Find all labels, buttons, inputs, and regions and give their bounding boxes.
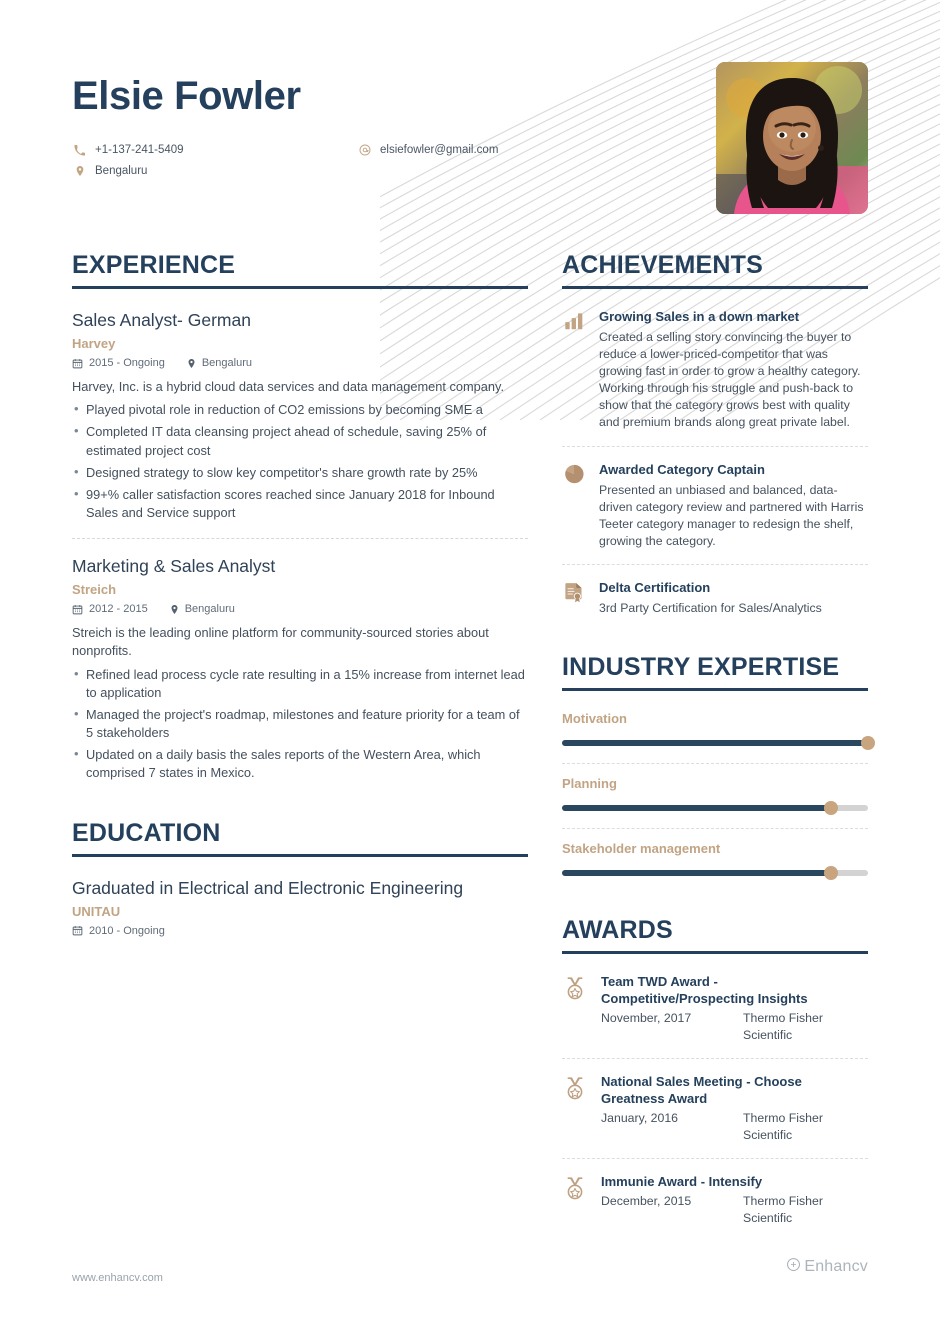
pie-chart-icon (562, 462, 586, 484)
skill-label: Planning (562, 776, 617, 792)
skill-label: Stakeholder management (562, 841, 721, 857)
job-summary: Streich is the leading online platform for community-sourced stories about nonprofits. (72, 625, 489, 659)
location-pin-icon (170, 604, 179, 615)
list-item: • Played pivotal role in reduction of CO2 emissions by becoming SME a (72, 401, 528, 419)
medal-icon (562, 974, 588, 1001)
contact-email[interactable] (357, 144, 522, 156)
award-meta (601, 1110, 868, 1143)
award-meta (601, 1193, 868, 1226)
education-entry (72, 877, 528, 937)
achievements-heading: ACHIEVEMENTS (562, 251, 764, 279)
header-identity (72, 62, 522, 186)
skill-slider[interactable] (562, 801, 868, 815)
avatar (716, 62, 868, 214)
school-name: UNITAU (72, 903, 121, 919)
email-icon (357, 144, 372, 156)
slider-fill (562, 870, 831, 876)
calendar-icon (72, 358, 83, 369)
job-dates (72, 603, 148, 615)
degree-title: Graduated in Electrical and Electronic Engineering (72, 877, 464, 898)
skill-slider[interactable] (562, 736, 868, 750)
contact-phone[interactable] (72, 144, 357, 156)
location-pin-icon (187, 358, 196, 369)
achievement-title: Growing Sales in a down market (599, 309, 800, 324)
calendar-icon (72, 925, 83, 936)
contact-location-value: Bengaluru (95, 165, 148, 177)
skill-divider (562, 828, 868, 829)
education-dates-value: 2010 - Ongoing (89, 924, 165, 937)
job-bullets (72, 666, 528, 783)
achievement-divider (562, 446, 868, 447)
award-divider (562, 1058, 868, 1059)
award-item (562, 974, 868, 1043)
award-title: Immunie Award - Intensify (601, 1174, 763, 1190)
heading-rule (562, 688, 868, 691)
slider-thumb[interactable] (861, 736, 875, 750)
award-issuer: Thermo Fisher Scientific (743, 1111, 823, 1142)
award-item (562, 1174, 868, 1226)
list-item: • Updated on a daily basis the sales reports of the Western Area, which comprised 7 states in Mexico. (72, 746, 528, 782)
skill-item (562, 711, 868, 750)
award-date: December, 2015 (601, 1194, 692, 1209)
list-item: • Managed the project's roadmap, milestones and feature priority for a team of 5 stakeholders (72, 706, 528, 742)
award-title: National Sales Meeting - Choose Greatness Award (601, 1074, 802, 1107)
job-company: Streich (72, 582, 117, 598)
bar-chart-icon (562, 309, 586, 330)
medal-icon (562, 1174, 588, 1201)
contact-email-value: elsiefowler@gmail.com (380, 144, 499, 156)
experience-heading: EXPERIENCE (72, 251, 236, 279)
enhancv-watermark (786, 1257, 868, 1277)
skill-item (562, 776, 868, 815)
achievement-description: Created a selling story convincing the buyer to reduce a lower-priced-competitor that was growing fast in order to grow a healthy category. Working through his struggle and push-back to show that the category grows best with quality and premium brands along great private label. (599, 329, 861, 429)
achievement-title: Awarded Category Captain (599, 461, 765, 477)
job-dates-value: 2012 - 2015 (89, 603, 148, 616)
certificate-icon (562, 580, 586, 603)
right-column (562, 249, 868, 1260)
job-company: Harvey (72, 336, 116, 352)
contact-location[interactable] (72, 165, 357, 177)
skill-item (562, 841, 868, 880)
heading-rule (562, 286, 868, 289)
achievement-divider (562, 564, 868, 565)
awards-section (562, 914, 868, 1226)
list-item: • Completed IT data cleansing project ahead of schedule, saving 25% of estimated project cost (72, 423, 528, 459)
calendar-icon (72, 604, 83, 615)
footer-url[interactable]: www.enhancv.com (72, 1272, 163, 1284)
enhancv-wordmark: Enhancv (804, 1258, 868, 1275)
award-date: November, 2017 (601, 1011, 692, 1026)
job-meta (72, 357, 528, 369)
experience-entry (72, 555, 528, 782)
contact-details (72, 144, 522, 186)
heading-rule (562, 951, 868, 954)
job-location-value: Bengaluru (184, 603, 235, 616)
skill-slider[interactable] (562, 866, 868, 880)
slider-fill (562, 805, 831, 811)
awards-heading: AWARDS (562, 916, 673, 945)
job-location (187, 357, 252, 369)
list-item: • 99+% caller satisfaction scores reached since January 2018 for Inbound Sales and Service support (72, 486, 528, 522)
medal-icon (562, 1074, 588, 1101)
award-item (562, 1074, 868, 1143)
achievement-description: 3rd Party Certification for Sales/Analytics (599, 601, 822, 616)
resume-header (72, 62, 868, 237)
job-role: Sales Analyst- German (72, 310, 251, 330)
phone-icon (72, 145, 87, 156)
industry-expertise-section (562, 651, 868, 880)
award-issuer: Thermo Fisher Scientific (743, 1194, 823, 1225)
heading-rule (72, 854, 528, 857)
job-meta (72, 603, 528, 615)
job-summary: Harvey, Inc. is a hybrid cloud data services and data management company. (72, 379, 505, 395)
job-role: Marketing & Sales Analyst (72, 556, 276, 577)
achievement-description: Presented an unbiased and balanced, data-driven category review and partnered with Harris Teeter category manager to redesign the shelf, growing the category. (599, 482, 864, 548)
award-divider (562, 1158, 868, 1159)
slider-fill (562, 740, 868, 746)
contact-phone-value: +1-137-241-5409 (95, 144, 184, 156)
achievement-item (562, 462, 868, 550)
slider-thumb[interactable] (824, 801, 838, 815)
job-dates-value: 2015 - Ongoing (89, 357, 165, 370)
industry-expertise-heading: INDUSTRY EXPERTISE (562, 653, 840, 682)
award-issuer: Thermo Fisher Scientific (743, 1011, 823, 1042)
job-bullets (72, 401, 528, 522)
skill-label: Motivation (562, 711, 627, 727)
education-section (72, 817, 528, 937)
job-dates (72, 357, 165, 369)
left-column (72, 249, 528, 1260)
achievement-title: Delta Certification (599, 580, 711, 596)
award-title: Team TWD Award - Competitive/Prospecting Insights (601, 974, 808, 1007)
education-heading: EDUCATION (72, 818, 221, 847)
list-item: • Refined lead process cycle rate resulting in a 15% increase from internet lead to application (72, 666, 528, 702)
slider-thumb[interactable] (824, 866, 838, 880)
achievement-item (562, 309, 868, 431)
location-pin-icon (72, 165, 87, 177)
job-location (170, 603, 235, 615)
achievement-item (562, 580, 868, 617)
enhancv-logo-icon (786, 1257, 801, 1277)
page-title: Elsie Fowler (72, 74, 301, 118)
list-item: • Designed strategy to slow key competitor's share growth rate by 25% (72, 464, 528, 482)
achievements-section (562, 249, 868, 617)
job-location-value: Bengaluru (201, 357, 252, 370)
entry-divider (72, 538, 528, 539)
experience-section (72, 249, 528, 783)
award-meta (601, 1010, 868, 1043)
education-meta (72, 925, 528, 937)
education-dates (72, 925, 165, 937)
heading-rule (72, 286, 528, 289)
skill-divider (562, 763, 868, 764)
experience-entry (72, 309, 528, 522)
profile-photo-image (716, 62, 868, 214)
award-date: January, 2016 (601, 1111, 679, 1126)
